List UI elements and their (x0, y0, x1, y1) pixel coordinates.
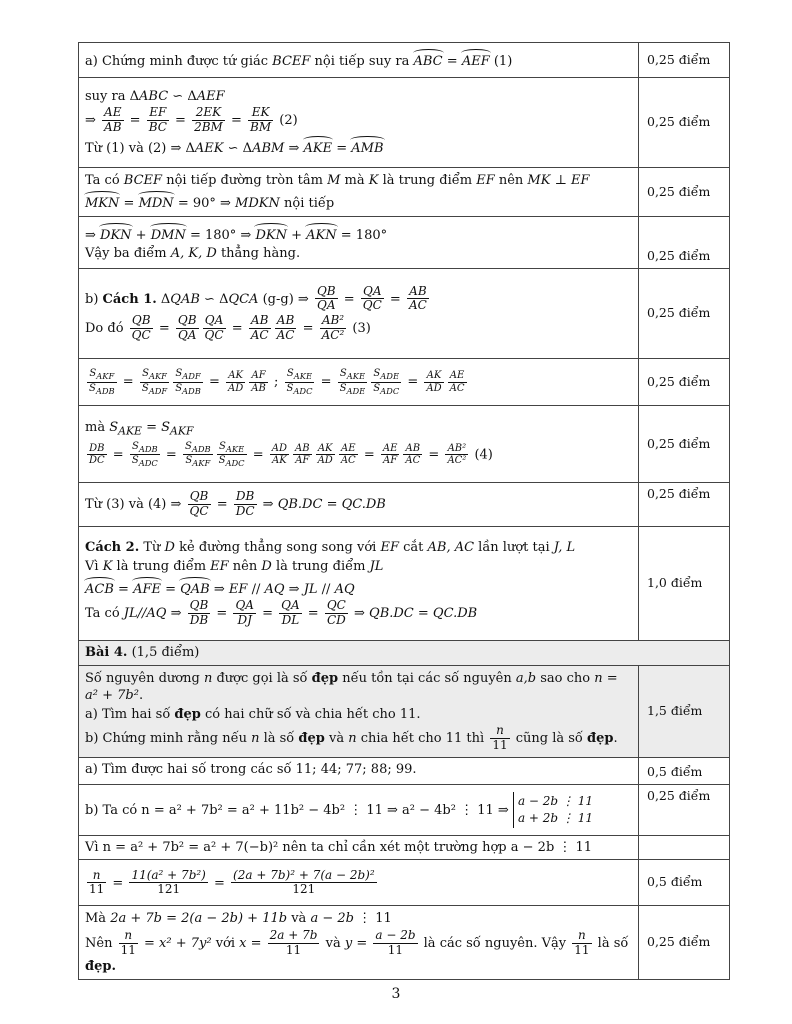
score-cell: 0,5 điểm (639, 860, 730, 906)
solution-cell: $\frac{n}{11}$ = $\frac{\text{11(a² + 7b²)}}{121}$ = $\frac{\text{(2a + 7b)² + 7(a − 2b)²}}{121}$ (79, 860, 639, 906)
table-row (79, 269, 730, 359)
table-row (79, 906, 730, 980)
solution-cell: mà $S_{AKE} = S_{AKF}$ $\frac{DB}{DC}$ = $\frac{S_{ADB}}{S_{ADC}}$ = $\frac{S_{ADB}}{S_{AKF}}$ $\frac{S_{AKE}}{S_{ADC}}$ = $\frac{AD}{AK}$ $\frac{AB}{AF}$ $\frac{AK}{AD}$ $\frac{AE}{AC}$ = $\frac{AE}{AF}$ $\frac{AB}{AC}$ = $\frac{\text{AB²}}{\text{AC²}}$ (4) (79, 406, 639, 483)
section-header-row (79, 641, 730, 666)
solution-cell: suy ra ΔABC ∽ ΔAEF ⇒ $\frac{AE}{AB}$ = $\frac{EF}{BC}$ = $\frac{2EK}{2BM}$ = $\frac{EK}{BM}$ (2) Từ (1) và (2) ⇒ ΔAEK ∽ ΔABM ⇒ AKE = AMB (79, 78, 639, 168)
score-cell: 0,25 điểm (639, 78, 730, 168)
table-row (79, 665, 730, 757)
score-cell: 0,25 điểm (639, 168, 730, 217)
score-cell: 0,25 điểm (639, 406, 730, 483)
table-row (79, 217, 730, 269)
problem-statement: Số nguyên dương n được gọi là số đẹp nếu tồn tại các số nguyên a,b sao cho n = a² + 7b². a) Tìm hai số đẹp có hai chữ số và chia hết cho 11. b) Chứng minh rằng nếu n là số đẹp và n chia hết cho 11 thì $\frac{n}{11}$ cũng là số đẹp. (79, 665, 639, 757)
table-row (79, 406, 730, 483)
solution-cell: a) Tìm được hai số trong các số 11; 44; 77; 88; 99. (79, 757, 639, 784)
solution-cell: a) Chứng minh được tứ giác BCEF nội tiếp suy ra ABC = AEF (1) (79, 43, 639, 78)
score-cell: 1,5 điểm (639, 665, 730, 757)
table-row (79, 43, 730, 78)
score-cell: 0,25 điểm (639, 269, 730, 359)
solution-cell: Từ (3) và (4) ⇒ $\frac{QB}{QC}$ = $\frac{DB}{DC}$ ⇒ QB.DC = QC.DB (79, 483, 639, 527)
score-cell: 0,25 điểm (639, 359, 730, 406)
score-cell: 0,25 điểm (639, 43, 730, 78)
solution-cell: ⇒ DKN + DMN = 180° ⇒ DKN + AKN = 180° Vậy ba điểm A, K, D thẳng hàng. (79, 217, 639, 269)
table-row (79, 835, 730, 860)
page-number: 3 (391, 986, 401, 1002)
solution-cell: b) Ta có n = a² + 7b² = a² + 11b² − 4b² ⋮ 11 ⇒ a² − 4b² ⋮ 11 ⇒ a − 2b ⋮ 11 a + 2b ⋮ 11 (79, 784, 639, 835)
solution-cell: Vì n = a² + 7b² = a² + 7(−b)² nên ta chỉ cần xét một trường hợp a − 2b ⋮ 11 (79, 835, 639, 860)
table-row (79, 784, 730, 835)
score-cell: 0,5 điểm (639, 757, 730, 784)
solution-cell: b) Cách 1. ΔQAB ∽ ΔQCA (g-g) ⇒ $\frac{QB}{QA}$ = $\frac{QA}{QC}$ = $\frac{AB}{AC}$ Do đó $\frac{QB}{QC}$ = $\frac{QB}{QA}$ $\frac{QA}{QC}$ = $\frac{AB}{AC}$ $\frac{AB}{AC}$ = $\frac{\text{AB²}}{\text{AC²}}$ (3) (79, 269, 639, 359)
table-row (79, 78, 730, 168)
score-cell: 0,25 điểm (639, 906, 730, 980)
solution-cell: $\frac{S_{AKF}}{S_{ADB}}$ = $\frac{S_{AKF}}{S_{ADF}}$ $\frac{S_{ADF}}{S_{ADB}}$ = $\frac{AK}{AD}$ $\frac{AF}{AB}$ ; $\frac{S_{AKE}}{S_{ADC}}$ = $\frac{S_{AKE}}{S_{ADE}}$ $\frac{S_{ADE}}{S_{ADC}}$ = $\frac{AK}{AD}$ $\frac{AE}{AC}$ (79, 359, 639, 406)
grading-table (78, 42, 730, 980)
score-cell: 0,25 điểm (639, 784, 730, 835)
solution-cell: Ta có BCEF nội tiếp đường tròn tâm M mà K là trung điểm EF nên MK ⊥ EF MKN = MDN = 90° ⇒ MDKN nội tiếp (79, 168, 639, 217)
score-cell (639, 835, 730, 860)
table-row (79, 168, 730, 217)
table-row (79, 527, 730, 641)
table-row (79, 359, 730, 406)
score-cell: 0,25 điểm (639, 217, 730, 269)
solution-cell: Mà 2a + 7b = 2(a − 2b) + 11b và a − 2b ⋮ 11 Nên $\frac{n}{11}$ = x² + 7y² với x = $\frac{2a + 7b}{11}$ và y = $\frac{a - 2b}{11}$ là các số nguyên. Vậy $\frac{n}{11}$ là số đẹp. (79, 906, 639, 980)
solution-cell: Cách 2. Từ D kẻ đường thẳng song song với EF cắt AB, AC lần lượt tại J, L Vì K là trung điểm EF nên D là trung điểm JL ACB = AFE = QAB ⇒ EF // AQ ⇒ JL // AQ Ta có JL//AQ ⇒ $\frac{QB}{DB}$ = $\frac{QA}{DJ}$ = $\frac{QA}{DL}$ = $\frac{QC}{CD}$ ⇒ QB.DC = QC.DB (79, 527, 639, 641)
table-row (79, 483, 730, 527)
case-brace: a − 2b ⋮ 11 a + 2b ⋮ 11 (513, 792, 593, 829)
table-row (79, 757, 730, 784)
score-cell: 0,25 điểm (639, 483, 730, 527)
section-title: Bài 4. (1,5 điểm) (79, 641, 730, 666)
score-cell: 1,0 điểm (639, 527, 730, 641)
table-row (79, 860, 730, 906)
